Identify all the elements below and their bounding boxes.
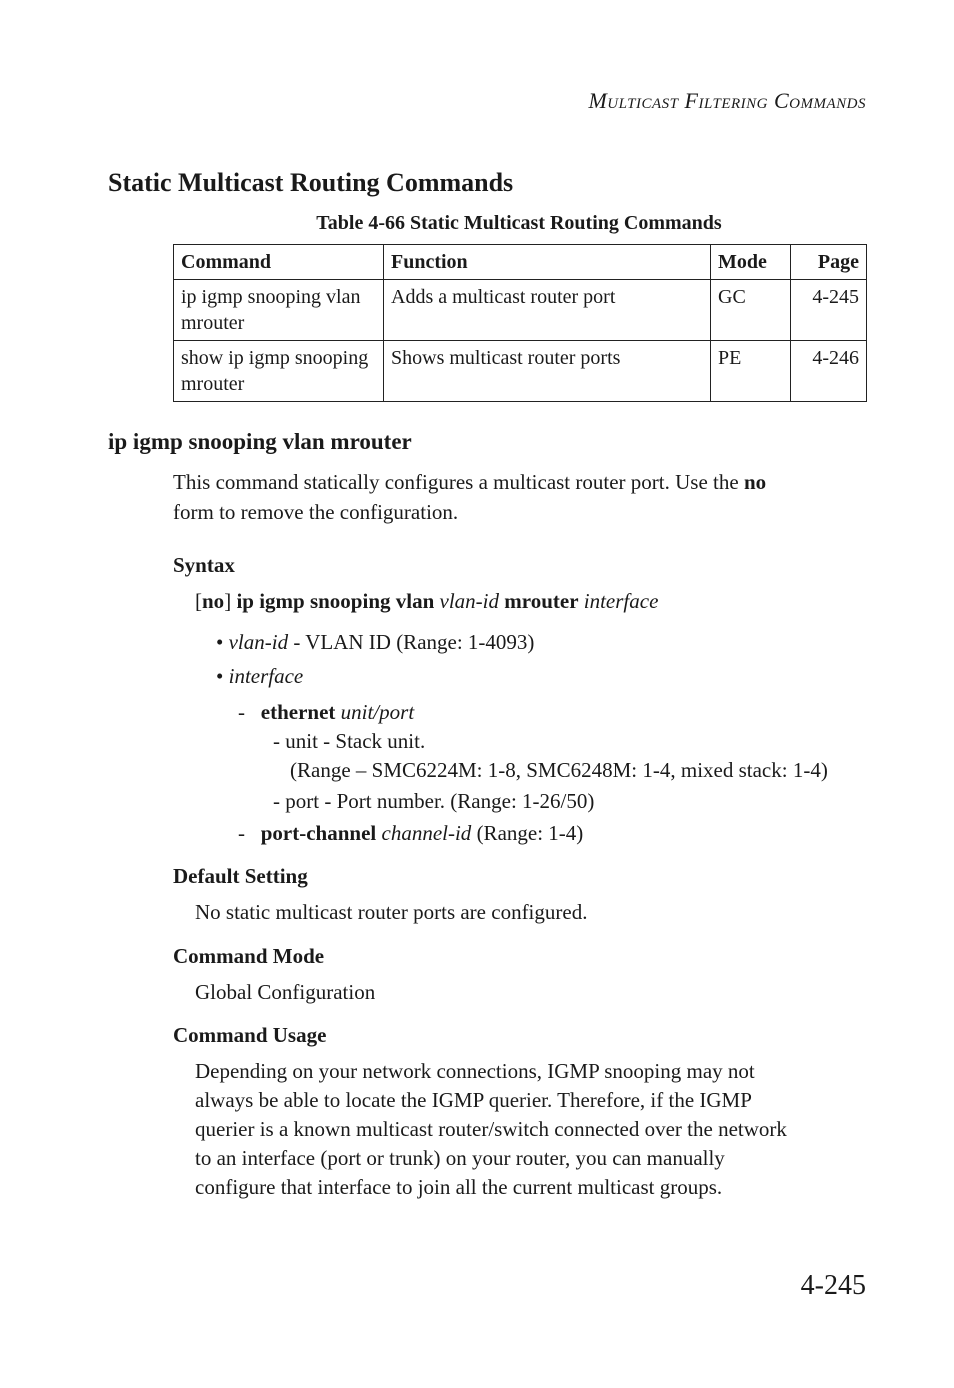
cell-mode: GC [711, 280, 791, 341]
description-no-keyword: no [743, 470, 767, 494]
command-mode-text: Global Configuration [195, 980, 376, 1004]
usage-line: configure that interface to join all the current multicast groups. [195, 1175, 723, 1199]
default-setting-text: No static multicast router ports are configured. [195, 900, 588, 924]
usage-line: querier is a known multicast router/switch connected over the network [195, 1117, 787, 1141]
syntax-heading: Syntax [173, 553, 235, 577]
param-keyword: port-channel [260, 821, 377, 845]
param-keyword: ethernet [260, 700, 336, 724]
bullet: • [216, 664, 224, 688]
param-name: channel-id [381, 821, 472, 845]
syntax-param: vlan-id [439, 589, 500, 613]
param-name: interface [228, 664, 304, 688]
syntax-bracket-open: [ [195, 589, 202, 613]
cell-command-line1: show ip igmp snooping [181, 347, 369, 369]
cell-command [174, 280, 384, 341]
unit-range: (Range – SMC6224M: 1-8, SMC6248M: 1-4, mixed stack: 1-4) [290, 758, 828, 782]
column-header-page: Page [791, 245, 867, 280]
syntax-no: no [202, 589, 225, 613]
param-name: vlan-id [228, 630, 289, 654]
syntax-bracket-close: ] [224, 589, 232, 613]
description-text: This command statically configures a multicast router port. Use the [173, 470, 739, 494]
command-mode-heading: Command Mode [173, 944, 325, 968]
default-setting-heading: Default Setting [173, 864, 308, 888]
table-row [174, 280, 867, 341]
usage-line: to an interface (port or trunk) on your router, you can manually [195, 1146, 725, 1170]
dash: - [238, 700, 245, 724]
param-desc: (Range: 1-4) [471, 821, 584, 845]
table-caption: Table 4-66 Static Multicast Routing Commands [316, 212, 722, 234]
syntax-param: interface [583, 589, 659, 613]
param-desc: - VLAN ID (Range: 1-4093) [288, 630, 535, 654]
cell-function: Shows multicast router ports [384, 341, 711, 402]
table-row [174, 341, 867, 402]
param-ethernet [238, 700, 414, 725]
syntax-keyword: mrouter [504, 589, 579, 613]
cell-command [174, 341, 384, 402]
page-number: 4-245 [800, 1270, 866, 1301]
syntax-line [195, 589, 658, 614]
usage-line: always be able to locate the IGMP querier. Therefore, if the IGMP [195, 1088, 752, 1112]
port-desc: - port - Port number. (Range: 1-26/50) [273, 789, 595, 813]
unit-desc: - unit - Stack unit. [273, 729, 426, 753]
column-header-function: Function [384, 245, 711, 280]
column-header-mode: Mode [711, 245, 791, 280]
param-vlan-id [216, 630, 534, 655]
running-header: Multicast Filtering Commands [588, 88, 866, 113]
cell-command-line2: mrouter [181, 373, 245, 395]
usage-line: Depending on your network connections, IGMP snooping may not [195, 1059, 755, 1083]
command-heading: ip igmp snooping vlan mrouter [108, 429, 412, 454]
cell-page: 4-245 [791, 280, 867, 341]
cell-page: 4-246 [791, 341, 867, 402]
param-interface [216, 664, 303, 689]
section-title: Static Multicast Routing Commands [108, 168, 514, 197]
syntax-keyword: ip igmp snooping vlan [236, 589, 435, 613]
command-description [173, 467, 873, 527]
command-usage-text [195, 1057, 875, 1202]
bullet: • [216, 630, 224, 654]
cell-function: Adds a multicast router port [384, 280, 711, 341]
cell-mode: PE [711, 341, 791, 402]
cell-command-line2: mrouter [181, 312, 245, 334]
param-name: unit/port [340, 700, 415, 724]
dash: - [238, 821, 245, 845]
column-header-command: Command [174, 245, 384, 280]
commands-table [173, 244, 867, 402]
table-header-row [174, 245, 867, 280]
description-text-line2: form to remove the configuration. [173, 500, 459, 524]
cell-command-line1: ip igmp snooping vlan [181, 286, 361, 308]
command-usage-heading: Command Usage [173, 1023, 327, 1047]
param-port-channel [238, 821, 583, 846]
